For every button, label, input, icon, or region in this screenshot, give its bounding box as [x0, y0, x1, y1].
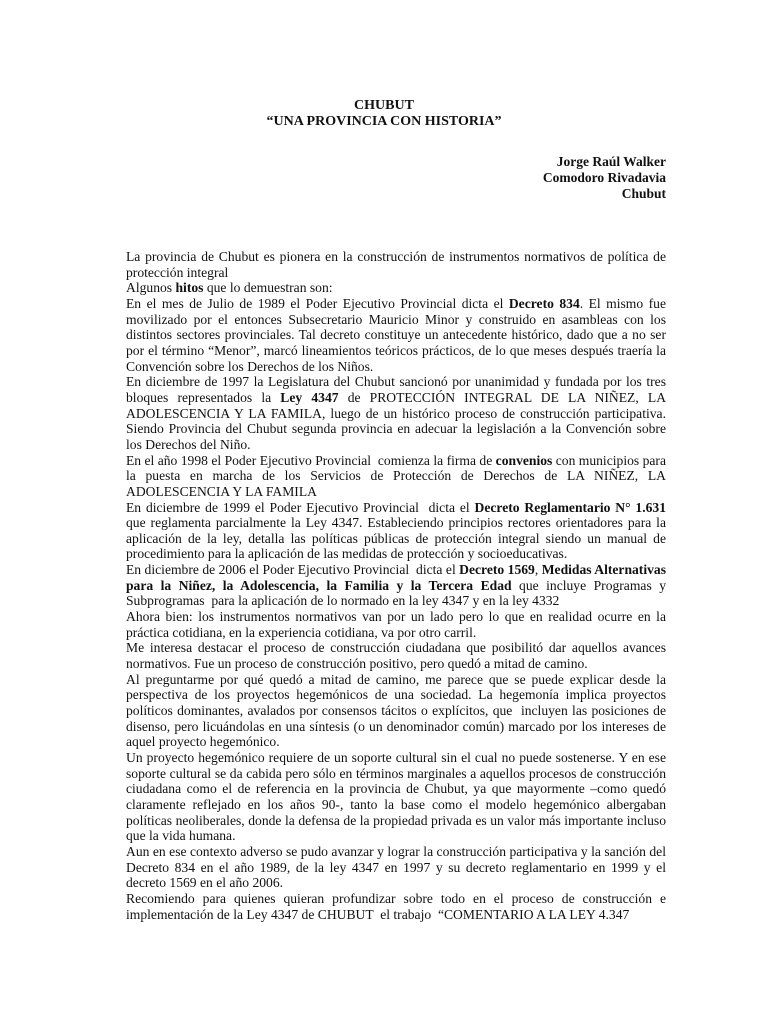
paragraph: Aun en ese contexto adverso se pudo avanzar y lograr la construcción participativa y la sanción del Decreto 834 en el año 1989, de la ley 4347 en 1997 y su decreto reglamentario en 1999 y el decreto 1569 en el año 2006.	[126, 843, 666, 891]
author-city: Comodoro Rivadavia	[542, 170, 666, 185]
document-title: CHUBUT	[354, 98, 414, 113]
document-subtitle: “UNA PROVINCIA CON HISTORIA”	[266, 114, 502, 129]
paragraph: Algunos hitos que lo demuestran son:	[126, 280, 333, 296]
paragraph: Me interesa destacar el proceso de construcción ciudadana que posibilitó dar aquellos avances normativos. Fue un proceso de construcción positivo, pero quedó a mitad de camino.	[126, 640, 666, 672]
author-block	[543, 154, 666, 202]
paragraph: Recomiendo para quienes quieran profundizar sobre todo en el proceso de construcción e implementación de la Ley 4347 de CHUBUT el trabajo “COMENTARIO A LA LEY 4.347	[126, 890, 666, 922]
paragraph: En diciembre de 2006 el Poder Ejecutivo Provincial dicta el Decreto 1569, Medidas Alternativas para la Niñez, la Adolescencia, la Familia y la Tercera Edad que incluye Programas y Subprogramas para la aplicación de lo normado en la ley 4347 y en la ley 4332	[126, 562, 667, 609]
document-body	[126, 249, 666, 922]
paragraph: En diciembre de 1997 la Legislatura del Chubut sancionó por unanimidad y fundada por los tres bloques representados la Ley 4347 de PROTECCIÓN INTEGRAL DE LA NIÑEZ, LA ADOLESCENCIA Y LA FAMILA, luego de un histórico proceso de construcción participativa. Siendo Provincia del Chubut segunda provincia en adecuar la legislación a la Convención sobre los Derechos del Niño.	[126, 374, 667, 452]
paragraph: Un proyecto hegemónico requiere de un soporte cultural sin el cual no puede sostenerse. Y en ese soporte cultural se da cabida pero sólo en términos marginales a aquellos procesos de construcción ciudadana como el de referencia en la provincia de Chubut, ya que mayormente –como quedó claramente reflejado en los años 90-, tanto la base como el modelo hegemónico albergaban políticas neoliberales, donde la defensa de la propiedad privada es un valor más importante incluso que la vida humana.	[126, 750, 666, 844]
paragraph: La provincia de Chubut es pionera en la construcción de instrumentos normativos de política de protección integral	[126, 249, 666, 280]
paragraph: En diciembre de 1999 el Poder Ejecutivo Provincial dicta el Decreto Reglamentario N° 1.631 que reglamenta parcialmente la Ley 4347. Estableciendo principios rectores orientadores para la aplicación de la ley, detalla las políticas públicas de protección integral siendo un manual de procedimiento para la aplicación de las medidas de protección y socioeducativas.	[126, 499, 666, 562]
paragraph: En el año 1998 el Poder Ejecutivo Provincial comienza la firma de convenios con municipios para la puesta en marcha de los Servicios de Protección de Derechos de LA NIÑEZ, LA ADOLESCENCIA Y LA FAMILA	[126, 452, 666, 499]
paragraph: En el mes de Julio de 1989 el Poder Ejecutivo Provincial dicta el Decreto 834. El mismo fue movilizado por el entonces Subsecretario Mauricio Minor y construido en asambleas con los distintos sectores provinciales. Tal decreto constituye un antecedente histórico, dado que a no ser por el término “Menor”, marcó lineamientos teóricos prácticos, de lo que meses después traería la Convención sobre los Derechos de los Niños.	[126, 295, 666, 374]
paragraph: Ahora bien: los instrumentos normativos van por un lado pero lo que en realidad ocurre en la práctica cotidiana, en la experiencia cotidiana, va por otro carril.	[126, 609, 666, 640]
paragraph: Al preguntarme por qué quedó a mitad de camino, me parece que se puede explicar desde la perspectiva de los proyectos hegemónicos de una sociedad. La hegemonía implica proyectos políticos dominantes, avalados por consensos tácitos o explícitos, que incluyen las posiciones de disenso, pero licuándolas en una síntesis (o un denominador común) marcado por los intereses de aquel proyecto hegemónico.	[126, 671, 666, 750]
author-province: Chubut	[621, 186, 666, 201]
author-name: Jorge Raúl Walker	[556, 154, 666, 169]
